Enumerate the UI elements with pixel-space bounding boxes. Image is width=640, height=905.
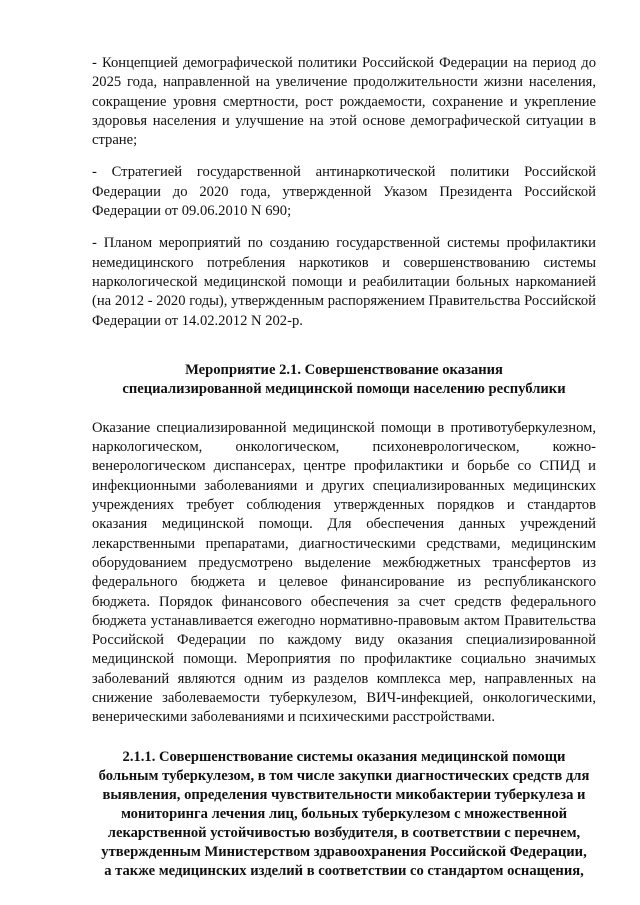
section-heading-line-2: специализированной медицинской помощи населению республики (122, 380, 566, 397)
section-heading-2-1 (92, 361, 596, 399)
body-paragraph: Оказание специализированной медицинской помощи в противотуберкулезном, наркологическом, онкологическом, психоневрологическом, кожно-венерологическом диспансерах, центре профилактики и борьбе со СПИД и инфекционными заболеваниями и других специализированных медицинских учреждениях требует соблюдения утвержденных порядков и стандартов оказания медицинской помощи. Для обеспечения данных учреждений лекарственными препаратами, диагностическими средствами, медицинским оборудованием предусмотрено выделение межбюджетных трансфертов из федерального бюджета и целевое финансирование из республиканского бюджета. Порядок финансового обеспечения за счет средств федерального бюджета устанавливается ежегодно нормативно-правовым актом Правительства Российской Федерации по каждому виду оказания специализированной медицинской помощи. Мероприятия по профилактике социально значимых заболеваний являются одним из разделов комплекса мер, направленных на снижение заболеваемости туберкулезом, ВИЧ-инфекцией, онкологическими, венерическими заболеваниями и психическими расстройствами. (92, 419, 596, 726)
list-item-demographic-policy: - Концепцией демографической политики Российской Федерации на период до 2025 года, направленной на увеличение продолжительности жизни населения, сокращение уровня смертности, рост рождаемости, сохранение и укрепление здоровья населения и улучшение на этой основе демографической ситуации в стране; (92, 55, 596, 149)
section-heading-line-1: Мероприятие 2.1. Совершенствование оказания (185, 361, 503, 378)
list-item-action-plan: - Планом мероприятий по созданию государственной системы профилактики немедицинского потребления наркотиков и совершенствованию системы наркологической медицинской помощи и реабилитации больных наркоманией (на 2012 - 2020 годы), утвержденным распоряжением Правительства Российской Федерации от 14.02.2012 N 202-р. (92, 235, 596, 329)
document-page (92, 54, 596, 881)
list-item-antidrug-strategy: - Стратегией государственной антинаркотической политики Российской Федерации до 2020 года, утвержденной Указом Президента Российской Федерации от 09.06.2010 N 690; (92, 164, 596, 220)
subsection-heading-2-1-1: 2.1.1. Совершенствование системы оказания медицинской помощи больным туберкулезом, в том числе закупки диагностических средств для выявления, определения чувствительности микобактерии туберкулеза и мониторинга лечения лиц, больных туберкулезом с множественной лекарственной устойчивостью возбудителя, в соответствии с перечнем, утвержденным Министерством здравоохранения Российской Федерации, а также медицинских изделий в соответствии со стандартом оснащения, (98, 748, 590, 879)
